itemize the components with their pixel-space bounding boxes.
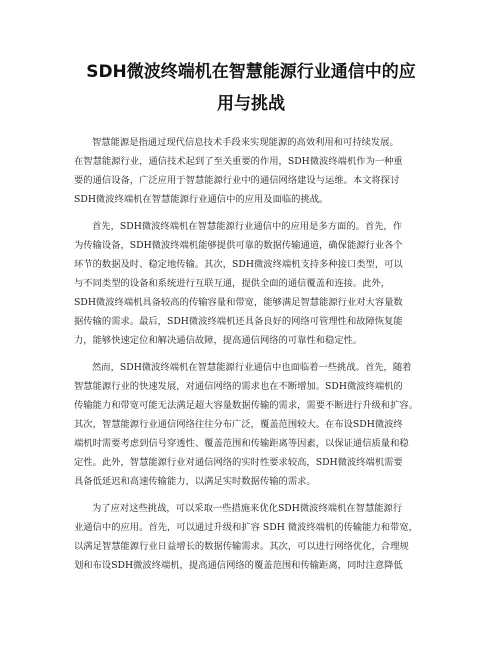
paragraph-3-line: 定性。此外，智慧能源行业对通信网络的实时性要求较高，SDH微波终端机需要 — [74, 457, 403, 468]
paragraph-2-line: 为传输设备，SDH微波终端机能够提供可靠的数据传输通道，确保能源行业各个 — [74, 240, 403, 251]
paragraph-3-line: 具备低延迟和高速传输能力，以满足实时数据传输的需求。 — [74, 476, 316, 487]
paragraph-1-line: 要的通信设备，广泛应用于智慧能源行业中的通信网络建设与运维。本文将探讨 — [74, 175, 400, 186]
paragraph-3-line: 端机时需要考虑到信号穿透性、覆盖范围和传输距离等因素，以保证通信质量和稳 — [74, 438, 409, 449]
paragraph-2-line: SDH微波终端机具备较高的传输容量和带宽，能够满足智慧能源行业对大容量数 — [74, 297, 403, 308]
paragraph-1-line: 智慧能源是指通过现代信息技术手段来实现能源的高效利用和可持续发展。 — [92, 137, 399, 148]
paragraph-1-line: 在智慧能源行业，通信技术起到了至关重要的作用，SDH微波终端机作为一种重 — [74, 156, 403, 167]
paragraph-2-line: 力，能够快速定位和解决通信故障，提高通信网络的可靠性和稳定性。 — [74, 335, 363, 346]
paragraph-4-line: 业通信中的应用。首先，可以通过升级和扩容 SDH 微波终端机的传输能力和带宽， — [74, 522, 418, 533]
document-title-line-2: 用与挑战 — [217, 94, 285, 114]
document-title-line-1: SDH微波终端机在智慧能源行业通信中的应 — [86, 62, 416, 82]
paragraph-3-line: 传输能力和带宽可能无法满足超大容量数据传输的需求，需要不断进行升级和扩容。 — [74, 400, 418, 411]
paragraph-3-line: 智慧能源行业的快速发展，对通信网络的需求也在不断增加。SDH微波终端机的 — [74, 381, 403, 392]
paragraph-2-line: 首先，SDH微波终端机在智慧能源行业通信中的应用是多方面的。首先，作 — [92, 221, 403, 232]
paragraph-4-line: 划和布设SDH微波终端机，提高通信网络的覆盖范围和传输距离，同时注意降低 — [74, 560, 403, 571]
paragraph-1-line: SDH微波终端机在智慧能源行业通信中的应用及面临的挑战。 — [74, 194, 329, 205]
paragraph-4-line: 以满足智慧能源行业日益增长的数据传输需求。其次，可以进行网络优化，合理规 — [74, 541, 409, 552]
paragraph-4-line: 为了应对这些挑战，可以采取一些措施来优化SDH微波终端机在智慧能源行 — [92, 503, 403, 514]
paragraph-3-line: 然而，SDH微波终端机在智慧能源行业通信中也面临着一些挑战。首先，随着 — [92, 362, 412, 373]
paragraph-2-line: 环节的数据及时、稳定地传输。其次，SDH微波终端机支持多种接口类型，可以 — [74, 259, 403, 270]
paragraph-2-line: 据传输的需求。最后，SDH微波终端机还具备良好的网络可管理性和故障恢复能 — [74, 316, 403, 327]
paragraph-2-line: 与不同类型的设备和系统进行互联互通，提供全面的通信覆盖和连接。此外， — [74, 278, 391, 289]
paragraph-3-line: 其次，智慧能源行业通信网络往往分布广泛，覆盖范围较大。在布设SDH微波终 — [74, 419, 403, 430]
